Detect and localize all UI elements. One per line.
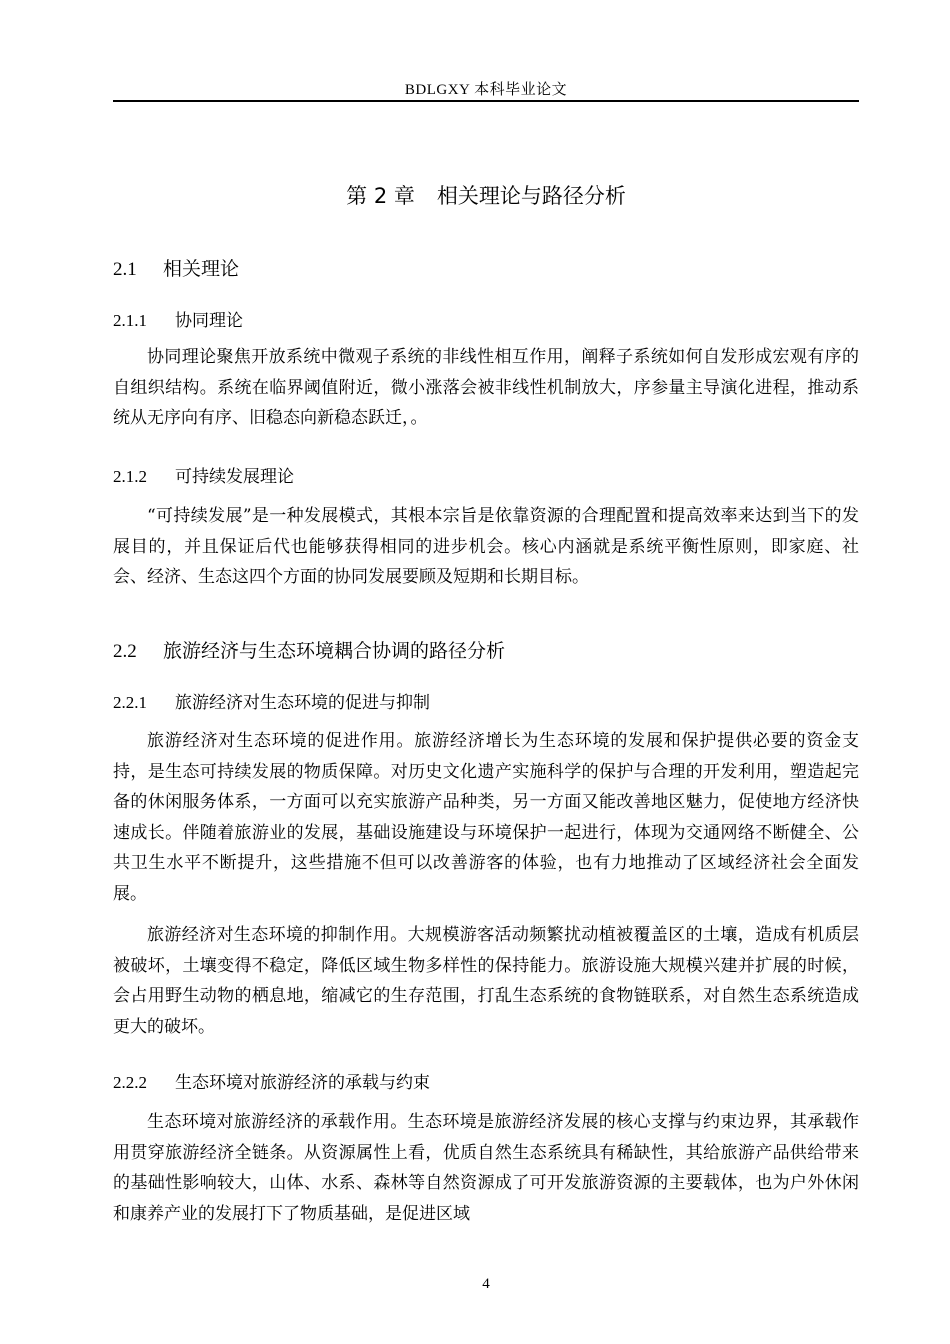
chapter-number: 第 2 章 [346,184,415,208]
chapter-title [113,180,859,210]
paragraph-inhibition: 旅游经济对生态环境的抑制作用。大规模游客活动频繁扰动植被覆盖区的土壤，造成有机质层被破坏，土壤变得不稳定，降低区域生物多样性的保持能力。旅游设施大规模兴建并扩展的时候，会占用野生动物的栖息地，缩减它的生存范围，打乱生态系统的食物链联系，对自然生态系统造成更大的破坏。 [113,925,859,1037]
section-heading-2-1 [113,254,239,281]
section-number: 2.2.2 [113,1073,147,1092]
paragraph-carrying: 生态环境对旅游经济的承载作用。生态环境是旅游经济发展的核心支撑与约束边界，其承载作用贯穿旅游经济全链条。从资源属性上看，优质自然生态系统具有稀缺性，其给旅游产品供给带来的基础性影响较大，山体、水系、森林等自然资源成了可开发旅游资源的主要载体，也为户外休闲和康养产业的发展打下了物质基础，是促进区域 [113,1112,859,1224]
section-number: 2.1 [113,259,137,280]
section-heading-2-2 [113,636,505,663]
section-title: 旅游经济对生态环境的促进与抑制 [175,693,430,713]
section-number: 2.2 [113,641,137,662]
section-title: 旅游经济与生态环境耦合协调的路径分析 [163,640,506,662]
chapter-name: 相关理论与路径分析 [436,184,626,208]
section-title: 生态环境对旅游经济的承载与约束 [175,1073,430,1093]
section-number: 2.1.1 [113,311,147,330]
section-title: 相关理论 [163,258,240,280]
section-heading-2-1-2 [113,462,294,487]
paragraph-sustainable: “可持续发展”是一种发展模式，其根本宗旨是依靠资源的合理配置和提高效率来达到当下的发展目的，并且保证后代也能够获得相同的进步机会。核心内涵就是系统平衡性原则，即家庭、社会、经济、生态这四个方面的协同发展要顾及短期和长期目标。 [113,506,859,588]
section-title: 协同理论 [175,311,243,331]
running-header: BDLGXY 本科毕业论文 [404,82,568,98]
paragraph-synergy: 协同理论聚焦开放系统中微观子系统的非线性相互作用，阐释子系统如何自发形成宏观有序的自组织结构。系统在临界阈值附近，微小涨落会被非线性机制放大，序参量主导演化进程，推动系统从无序向有序、旧稳态向新稳态跃迁，。 [113,347,859,429]
section-number: 2.2.1 [113,693,147,712]
section-heading-2-2-1 [113,688,430,713]
section-heading-2-2-2 [113,1068,430,1093]
section-title: 可持续发展理论 [175,467,294,487]
section-number: 2.1.2 [113,467,147,486]
header-rule [113,100,859,102]
section-heading-2-1-1 [113,306,243,331]
page-number: 4 [482,1276,490,1292]
paragraph-promotion: 旅游经济对生态环境的促进作用。旅游经济增长为生态环境的发展和保护提供必要的资金支持，是生态可持续发展的物质保障。对历史文化遗产实施科学的保护与合理的开发利用，塑造起完备的休闲服务体系，一方面可以充实旅游产品种类，另一方面又能改善地区魅力，促使地方经济快速成长。伴随着旅游业的发展，基础设施建设与环境保护一起进行，体现为交通网络不断健全、公共卫生水平不断提升，这些措施不但可以改善游客的体验，也有力地推动了区域经济社会全面发展。 [113,731,859,904]
